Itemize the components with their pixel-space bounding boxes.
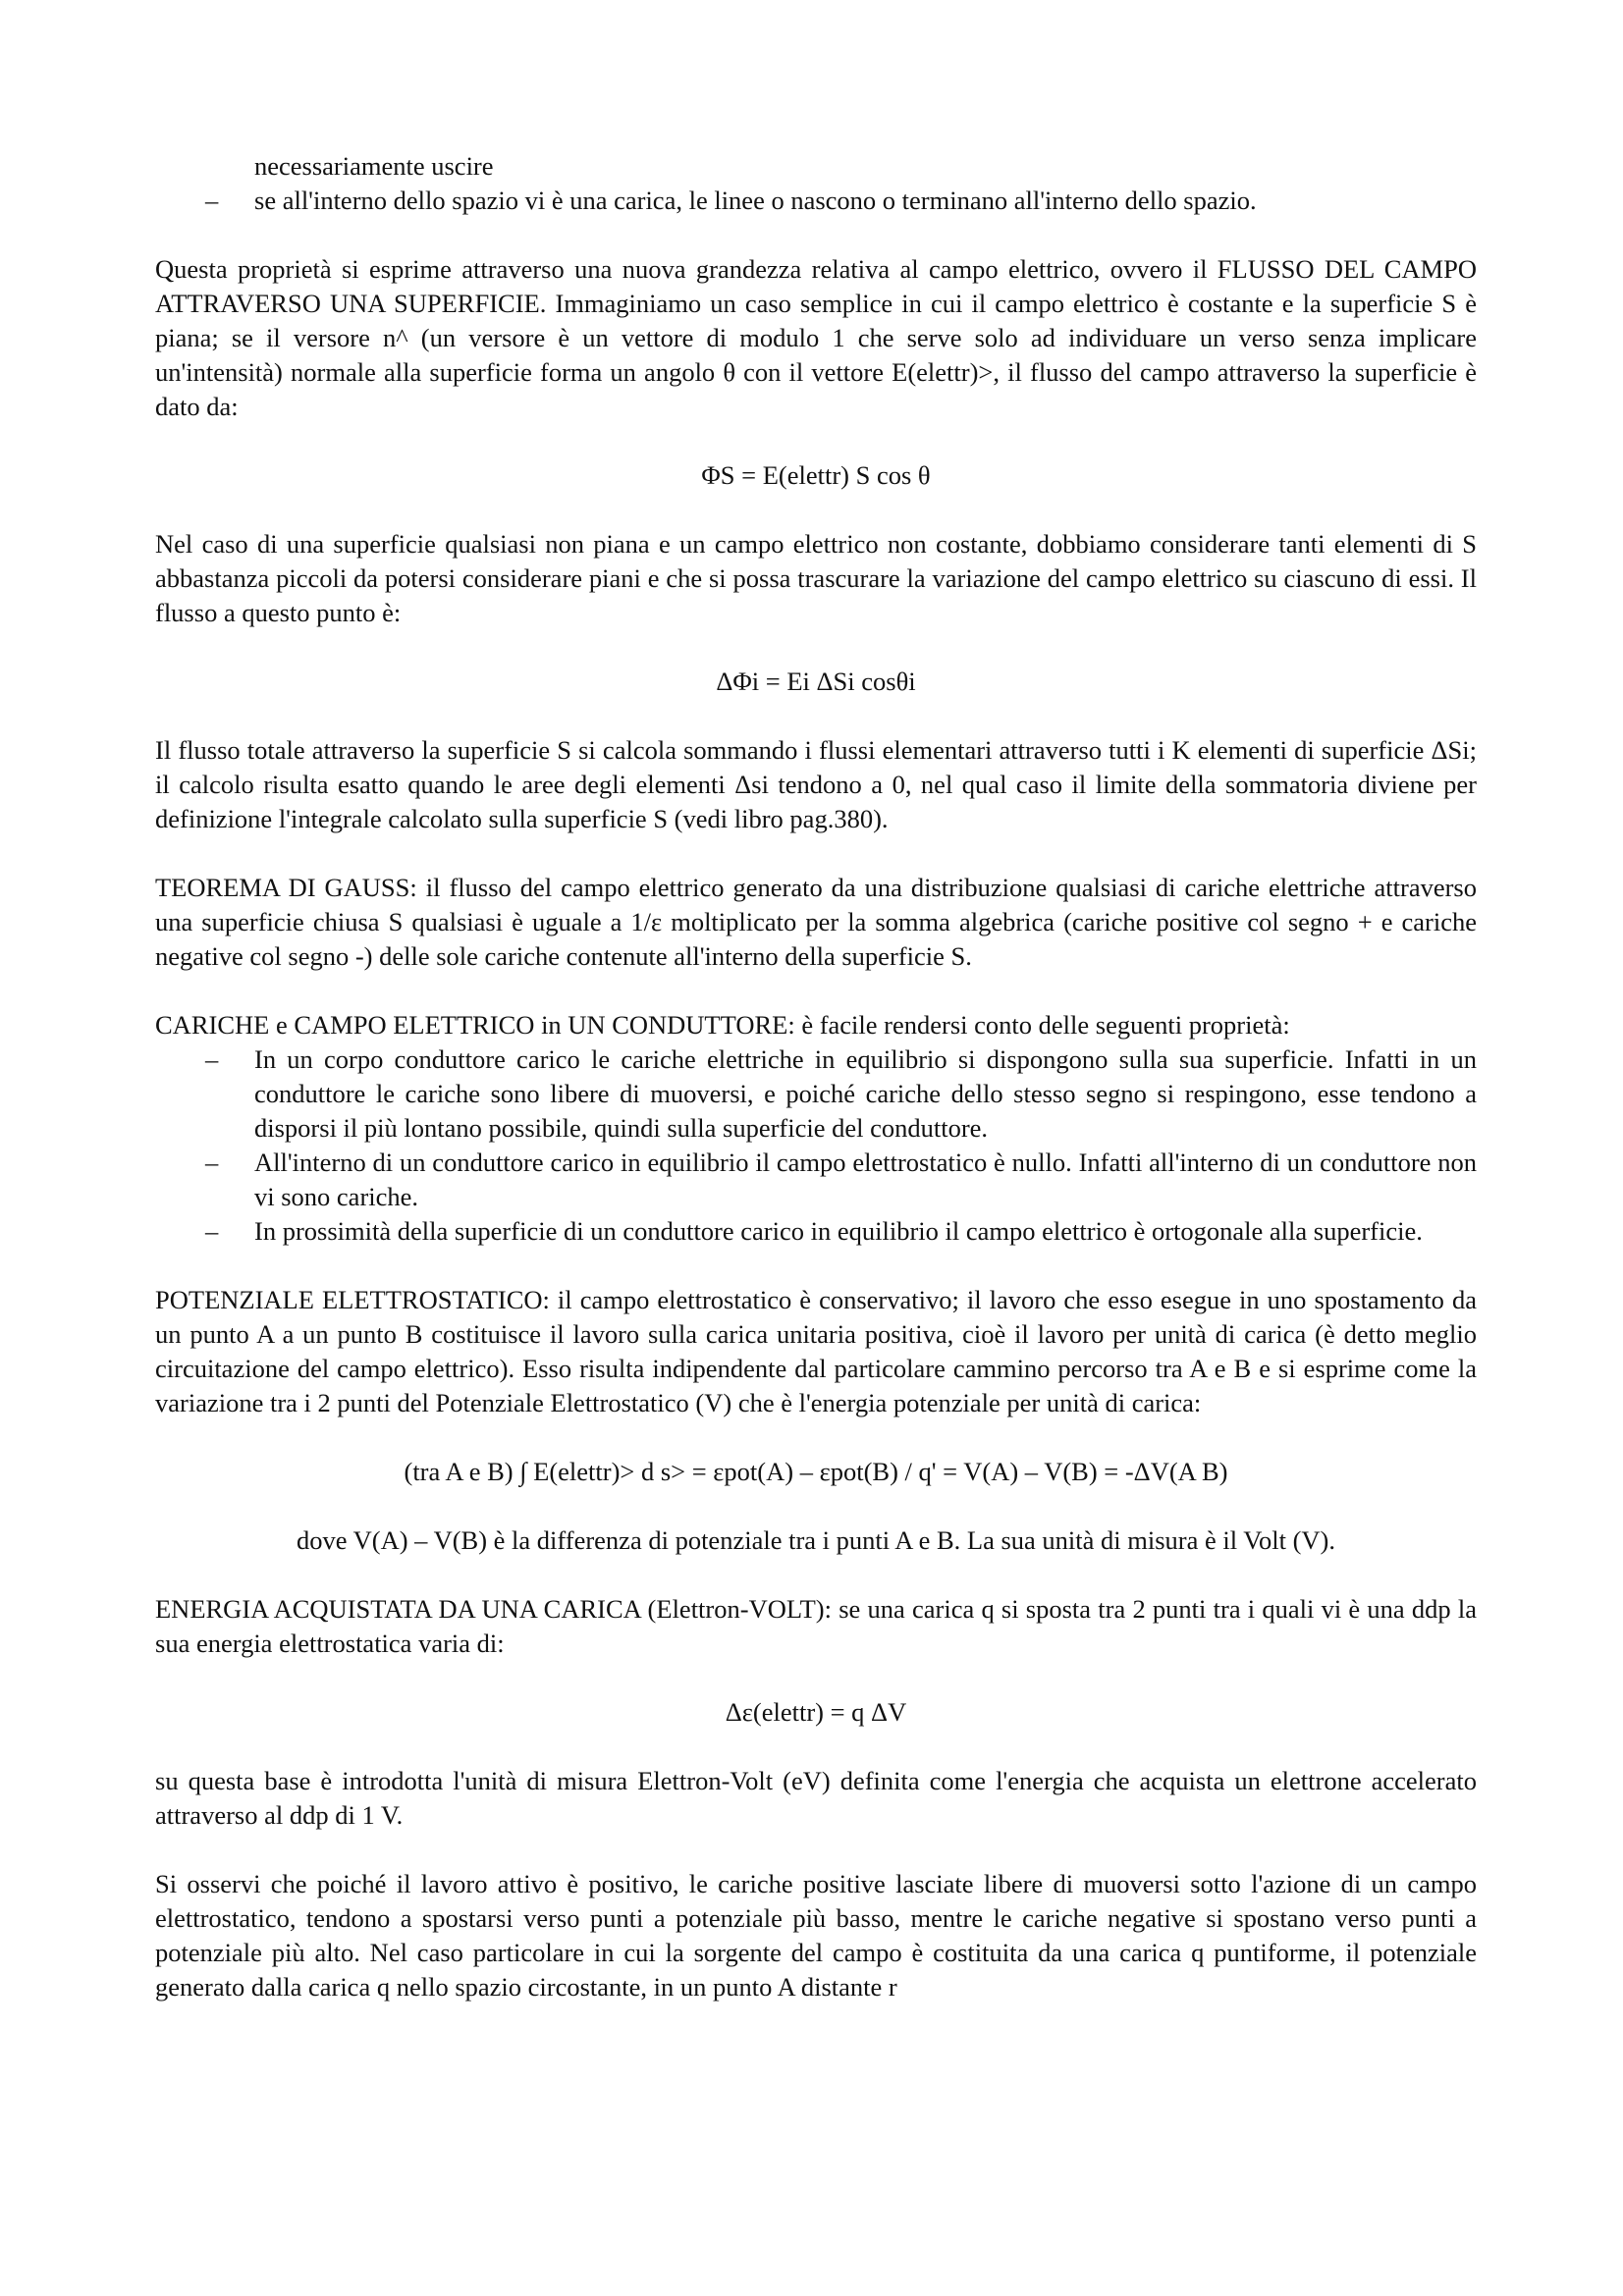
dash-bullet: – (205, 1216, 219, 1246)
bullet-list-top (155, 184, 1477, 218)
paragraph-energia: ENERGIA ACQUISTATA DA UNA CARICA (Elettron-VOLT): se una carica q si sposta tra 2 punti tra i quali vi è una ddp la sua energia elettrostatica varia di: (155, 1594, 1477, 1658)
paragraph-teorema-gauss: TEOREMA DI GAUSS: il flusso del campo elettrico generato da una distribuzione qualsiasi di cariche elettriche attraverso una superficie chiusa S qualsiasi è uguale a 1/ε moltiplicato per la somma algebrica (cariche positive col segno + e cariche negative col segno -) delle sole cariche contenute all'interno della superficie S. (155, 873, 1477, 971)
list-continuation: necessariamente uscire (254, 151, 494, 181)
formula-flux: ΦS = E(elettr) S cos θ (701, 460, 931, 490)
list-item-text: All'interno di un conduttore carico in equilibrio il campo elettrostatico è nullo. Infatti all'interno di un conduttore non vi sono cariche. (254, 1148, 1477, 1211)
dash-bullet: – (205, 186, 219, 215)
list-item (155, 1042, 1477, 1146)
paragraph-non-piana: Nel caso di una superficie qualsiasi non piana e un campo elettrico non costante, dobbiamo considerare tanti elementi di S abbastanza piccoli da potersi considerare piani e che si possa trascurare la variazione del campo elettrico su ciascuno di essi. Il flusso a questo punto è: (155, 529, 1477, 627)
paragraph-potenziale: POTENZIALE ELETTROSTATICO: il campo elettrostatico è conservativo; il lavoro che esso esegue in uno spostamento da un punto A a un punto B costituisce il lavoro sulla carica unitaria positiva, cioè il lavoro per unità di carica (è detto meglio circuitazione del campo elettrico). Esso risulta indipendente dal particolare cammino percorso tra A e B e si esprime come la variazione tra i 2 punti del Potenziale Elettrostatico (V) che è l'energia potenziale per unità di carica: (155, 1285, 1477, 1417)
formula-energy: Δε(elettr) = q ΔV (725, 1697, 907, 1727)
formula-potential: (tra A e B) ∫ E(elettr)> d s> = εpot(A) – εpot(B) / q' = V(A) – V(B) = -ΔV(A B) (404, 1457, 1228, 1486)
dash-bullet: – (205, 1044, 219, 1074)
dash-bullet: – (205, 1148, 219, 1177)
list-item (155, 184, 1477, 218)
formula-elementary-flux: ΔΦi = Ei ΔSi cosθi (716, 667, 916, 696)
bullet-list-conduttore (155, 1042, 1477, 1249)
paragraph-flusso: Questa proprietà si esprime attraverso una nuova grandezza relativa al campo elettrico, ovvero il FLUSSO DEL CAMPO ATTRAVERSO UNA SUPERFICIE. Immaginiamo un caso semplice in cui il campo elettrico è costante e la superficie S è piana; se il versore n^ (un versore è un vettore di modulo 1 che serve solo ad individuare un verso senza implicare un'intensità) normale alla superficie forma un angolo θ con il vettore E(elettr)>, il flusso del campo attraverso la superficie è dato da: (155, 254, 1477, 421)
paragraph-elettron-volt: su questa base è introdotta l'unità di misura Elettron-Volt (eV) definita come l'energia che acquista un elettrone accelerato attraverso al ddp di 1 V. (155, 1766, 1477, 1830)
list-item (155, 1146, 1477, 1214)
list-item-text: In prossimità della superficie di un conduttore carico in equilibrio il campo elettrico è ortogonale alla superficie. (254, 1216, 1423, 1246)
list-item (155, 1214, 1477, 1249)
list-item-text: In un corpo conduttore carico le cariche elettriche in equilibrio si dispongono sulla sua superficie. Infatti in un conduttore le cariche sono libere di muoversi, e poiché cariche dello stesso segno si respingono, esse tendono a disporsi il più lontano possibile, quindi sulla superficie del conduttore. (254, 1044, 1477, 1143)
paragraph-dove: dove V(A) – V(B) è la differenza di potenziale tra i punti A e B. La sua unità di misura è il Volt (V). (296, 1525, 1336, 1555)
document-page (155, 149, 1477, 2004)
paragraph-flusso-totale: Il flusso totale attraverso la superficie S si calcola sommando i flussi elementari attraverso tutti i K elementi di superficie ΔSi; il calcolo risulta esatto quando le aree degli elementi Δsi tendono a 0, nel qual caso il limite della sommatoria diviene per definizione l'integrale calcolato sulla superficie S (vedi libro pag.380). (155, 735, 1477, 833)
paragraph-conduttore: CARICHE e CAMPO ELETTRICO in UN CONDUTTORE: è facile rendersi conto delle seguenti proprietà: (155, 1010, 1290, 1040)
list-item-text: se all'interno dello spazio vi è una carica, le linee o nascono o terminano all'interno dello spazio. (254, 186, 1257, 215)
paragraph-osservi: Si osservi che poiché il lavoro attivo è positivo, le cariche positive lasciate libere di muoversi sotto l'azione di un campo elettrostatico, tendono a spostarsi verso punti a potenziale più basso, mentre le cariche negative si spostano verso punti a potenziale più alto. Nel caso particolare in cui la sorgente del campo è costituita da una carica q puntiforme, il potenziale generato dalla carica q nello spazio circostante, in un punto A distante r (155, 1869, 1477, 2002)
